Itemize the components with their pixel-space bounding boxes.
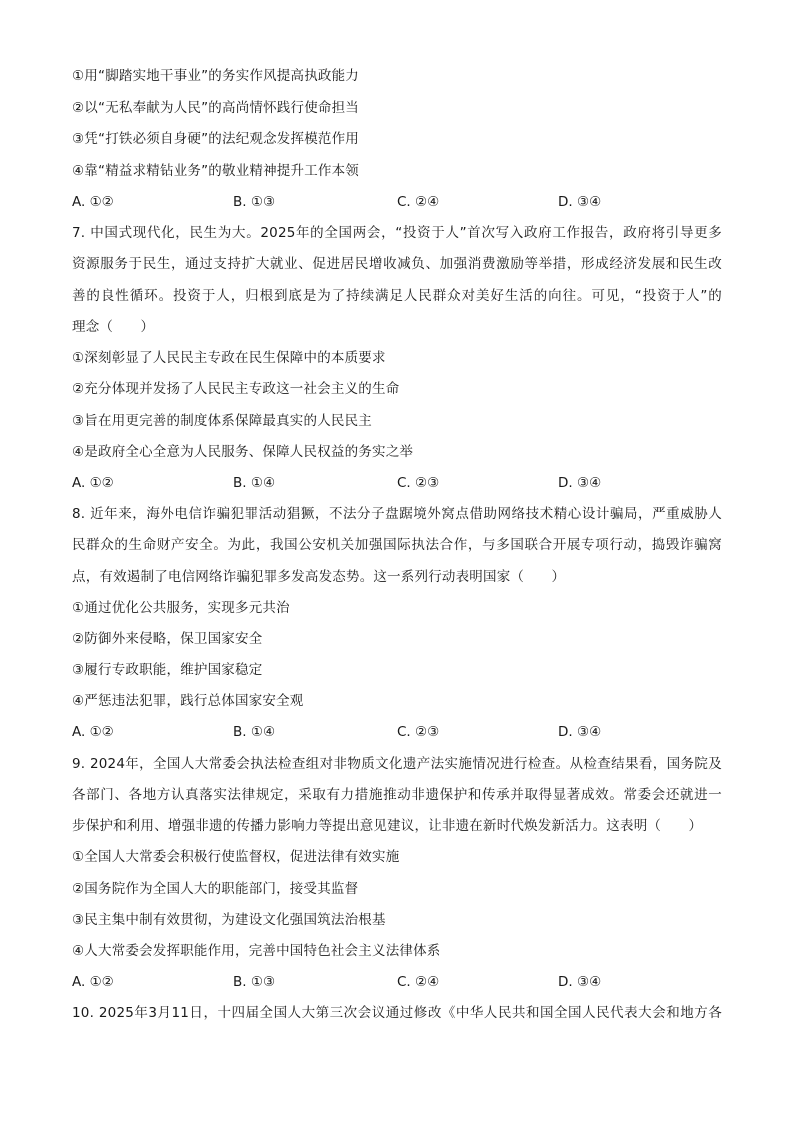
q6-option-c[interactable]: C. ②④ [397, 194, 440, 210]
q6-statement-2: ②以“无私奉献为人民”的高尚情怀践行使命担当 [72, 100, 359, 116]
q8-statement-1: ①通过优化公共服务，实现多元共治 [72, 600, 290, 616]
q7-statement-2: ②充分体现并发扬了人民民主专政这一社会主义的生命 [72, 381, 400, 397]
q7-stem-line-1: 7. 中国式现代化，民生为大。2025年的全国两会，“投资于人”首次写入政府工作报告，政府将引导更多 [72, 225, 722, 241]
q7-option-d[interactable]: D. ③④ [558, 475, 602, 491]
q6-option-d[interactable]: D. ③④ [558, 194, 602, 210]
q8-option-a[interactable]: A. ①② [72, 724, 114, 740]
q8-stem-line-3: 点，有效遏制了电信网络诈骗犯罪多发高发态势。这一系列行动表明国家（ ） [72, 569, 566, 585]
q6-options [72, 192, 722, 212]
q8-statement-4: ④严惩违法犯罪，践行总体国家安全观 [72, 693, 304, 709]
q7-option-c[interactable]: C. ②③ [397, 475, 440, 491]
q8-statement-3: ③履行专政职能，维护国家稳定 [72, 662, 263, 678]
q9-stem-line-1: 9. 2024年，全国人大常委会执法检查组对非物质文化遗产法实施情况进行检查。从检查结果看，国务院及 [72, 756, 722, 772]
q9-option-d[interactable]: D. ③④ [558, 974, 602, 990]
q8-stem-line-1: 8. 近年来，海外电信诈骗犯罪活动猖獗，不法分子盘踞境外窝点借助网络技术精心设计骗局，严重威胁人 [72, 506, 722, 522]
q6-statement-3: ③凭“打铁必须自身硬”的法纪观念发挥模范作用 [72, 131, 359, 147]
q8-statement-2: ②防御外来侵略，保卫国家安全 [72, 631, 263, 647]
q9-option-a[interactable]: A. ①② [72, 974, 114, 990]
q7-option-b[interactable]: B. ①④ [233, 475, 276, 491]
q7-stem-line-3: 善的良性循环。投资于人，归根到底是为了持续满足人民群众对美好生活的向往。可见，“投资于人”的 [72, 288, 722, 304]
q9-statement-2: ②国务院作为全国人大的职能部门，接受其监督 [72, 881, 359, 897]
q6-option-b[interactable]: B. ①③ [233, 194, 276, 210]
q6-option-a[interactable]: A. ①② [72, 194, 114, 210]
q9-statement-3: ③民主集中制有效贯彻，为建设文化强国筑法治根基 [72, 912, 386, 928]
q8-options [72, 722, 722, 742]
q7-stem-line-2: 资源服务于民生，通过支持扩大就业、促进居民增收减负、加强消费激励等举措，形成经济发展和民生改 [72, 256, 722, 272]
q9-stem-line-3: 步保护和利用、增强非遗的传播力影响力等提出意见建议，让非遗在新时代焕发新活力。这表明（ ） [72, 818, 703, 834]
q7-options [72, 473, 722, 493]
q7-stem-line-4: 理念（ ） [72, 319, 155, 335]
q9-option-b[interactable]: B. ①③ [233, 974, 276, 990]
q6-statement-4: ④靠“精益求精钻业务”的敬业精神提升工作本领 [72, 163, 359, 179]
q8-option-c[interactable]: C. ②③ [397, 724, 440, 740]
q6-statement-1: ①用“脚踏实地干事业”的务实作风提高执政能力 [72, 68, 359, 84]
q7-statement-3: ③旨在用更完善的制度体系保障最真实的人民民主 [72, 413, 373, 429]
q8-option-d[interactable]: D. ③④ [558, 724, 602, 740]
q7-option-a[interactable]: A. ①② [72, 475, 114, 491]
q9-option-c[interactable]: C. ②④ [397, 974, 440, 990]
q8-option-b[interactable]: B. ①④ [233, 724, 276, 740]
q9-stem-line-2: 各部门、各地方认真落实法律规定，采取有力措施推动非遗保护和传承并取得显著成效。常委会还就进一 [72, 787, 722, 803]
q9-statement-4: ④人大常委会发挥职能作用，完善中国特色社会主义法律体系 [72, 943, 441, 959]
q9-options [72, 972, 722, 992]
q10-stem-line-1: 10. 2025年3月11日，十四届全国人大第三次会议通过修改《中华人民共和国全国人民代表大会和地方各 [72, 1005, 722, 1021]
q7-statement-1: ①深刻彰显了人民民主专政在民生保障中的本质要求 [72, 350, 386, 366]
q8-stem-line-2: 民群众的生命财产安全。为此，我国公安机关加强国际执法合作，与多国联合开展专项行动，捣毁诈骗窝 [72, 537, 722, 553]
q9-statement-1: ①全国人大常委会积极行使监督权，促进法律有效实施 [72, 849, 400, 865]
q7-statement-4: ④是政府全心全意为人民服务、保障人民权益的务实之举 [72, 444, 414, 460]
